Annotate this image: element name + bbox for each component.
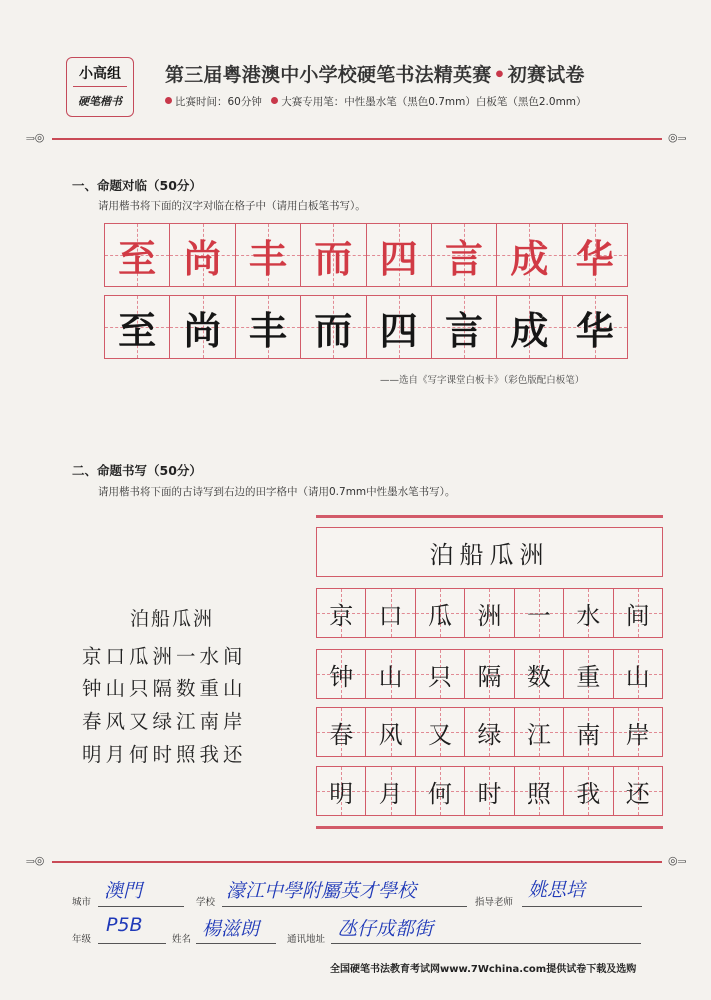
written-character: 言 [445, 307, 484, 353]
grade-value[interactable]: P5B [106, 914, 143, 936]
name-value[interactable]: 楊滋朗 [202, 918, 260, 940]
model-character-grid [104, 223, 628, 287]
section2-instruction: 请用楷书将下面的古诗写到右边的田字格中（请用0.7mm中性墨水笔书写）。 [98, 486, 456, 498]
bullet-icon [165, 97, 172, 104]
tian-grid-cell[interactable] [415, 650, 464, 698]
written-character: 至 [118, 307, 157, 353]
written-character: 明 [329, 779, 354, 808]
exam-title [165, 60, 585, 87]
school-label: 学校 [196, 897, 216, 908]
tian-grid-cell[interactable] [365, 708, 414, 756]
written-character: 南 [576, 720, 601, 749]
model-character: 丰 [248, 235, 287, 281]
poem-line: 春风又绿江南岸 [82, 710, 247, 733]
right-ornament-icon: ◎⥰ [668, 854, 687, 867]
written-character: 洲 [477, 601, 502, 630]
poem-writing-row [316, 649, 663, 699]
teacher-value[interactable]: 姚思培 [528, 879, 586, 901]
address-label: 通讯地址 [287, 934, 326, 945]
exam-title-sub: 初赛试卷 [507, 64, 585, 86]
school-value[interactable]: 濠江中學附屬英才學校 [226, 880, 417, 902]
written-character: 而 [314, 307, 353, 353]
written-character: 水 [576, 601, 601, 630]
tian-grid-cell[interactable] [613, 589, 662, 637]
written-title-box[interactable] [316, 527, 663, 577]
tian-grid-cell[interactable] [514, 708, 563, 756]
left-ornament-icon: ⥰◎ [26, 131, 45, 144]
written-character: 何 [428, 779, 453, 808]
tian-grid-cell[interactable] [431, 296, 496, 358]
name-label: 姓名 [172, 934, 192, 945]
tian-grid-cell[interactable] [613, 767, 662, 815]
tian-grid-cell[interactable] [169, 296, 234, 358]
address-value[interactable]: 氹仔成都街 [338, 918, 434, 940]
written-character: 数 [526, 662, 551, 691]
tian-grid-cell[interactable] [563, 767, 612, 815]
tian-grid-cell [300, 224, 365, 286]
address-line [331, 942, 641, 944]
name-line [196, 942, 276, 944]
tian-grid-cell[interactable] [317, 589, 365, 637]
written-character: 成 [510, 307, 549, 353]
written-character: 口 [378, 601, 403, 630]
tian-grid-cell [105, 224, 169, 286]
tian-grid-cell[interactable] [514, 767, 563, 815]
poem-writing-row [316, 588, 663, 638]
written-character: 间 [625, 601, 650, 630]
written-character: 丰 [248, 307, 287, 353]
section1-instruction: 请用楷书将下面的汉字对临在格子中（请用白板笔书写）。 [98, 200, 366, 212]
badge-category-label: 硬笔楷书 [78, 95, 122, 108]
exam-title-main: 第三届粤港澳中小学校硬笔书法精英赛 [165, 64, 492, 86]
tian-grid-cell [169, 224, 234, 286]
written-character: 时 [477, 779, 502, 808]
written-character: 钟 [329, 662, 354, 691]
tian-grid-cell [562, 224, 627, 286]
tian-grid-cell[interactable] [496, 296, 561, 358]
tian-grid-cell[interactable] [300, 296, 365, 358]
tian-grid-cell [366, 224, 431, 286]
model-character: 言 [445, 235, 484, 281]
school-line [222, 905, 467, 907]
poem-line: 钟山只隔数重山 [82, 677, 247, 700]
tian-grid-cell[interactable] [464, 589, 513, 637]
written-character: 尚 [183, 307, 222, 353]
written-character: 江 [526, 720, 551, 749]
written-character: 重 [576, 662, 601, 691]
tian-grid-cell[interactable] [563, 708, 612, 756]
top-divider [52, 138, 662, 140]
written-character: 只 [428, 662, 453, 691]
written-character: 华 [575, 307, 614, 353]
badge-divider [73, 86, 127, 87]
copy-writing-grid[interactable] [104, 295, 628, 359]
pen-info: 大赛专用笔：中性墨水笔（黑色0.7mm）白板笔（黑色2.0mm） [281, 96, 587, 108]
tian-grid-cell[interactable] [563, 589, 612, 637]
tian-grid-cell[interactable] [365, 589, 414, 637]
group-badge [66, 57, 134, 117]
tian-grid-cell[interactable] [613, 708, 662, 756]
section2-heading: 二、命题书写（50分） [72, 463, 202, 478]
tian-grid-cell[interactable] [514, 650, 563, 698]
tian-grid-cell[interactable] [613, 650, 662, 698]
written-character: 京 [329, 601, 354, 630]
tian-grid-cell[interactable] [317, 650, 365, 698]
written-character: 又 [428, 720, 453, 749]
model-character: 尚 [183, 235, 222, 281]
written-character: 山 [378, 662, 403, 691]
tian-grid-cell[interactable] [317, 767, 365, 815]
written-poem-title: 泊船瓜洲 [429, 540, 550, 569]
grade-label: 年级 [72, 934, 92, 945]
tian-grid-cell[interactable] [514, 589, 563, 637]
model-character: 而 [314, 235, 353, 281]
tian-grid-cell[interactable] [317, 708, 365, 756]
poem-writing-row [316, 707, 663, 757]
left-ornament-icon: ⥰◎ [26, 854, 45, 867]
tian-grid-cell[interactable] [464, 767, 513, 815]
tian-grid-cell[interactable] [235, 296, 300, 358]
model-character: 成 [510, 235, 549, 281]
grade-line [98, 942, 166, 944]
model-character: 四 [379, 235, 418, 281]
tian-grid-cell[interactable] [415, 589, 464, 637]
time-info: 比赛时间：60分钟 [175, 96, 262, 108]
panel-bottom-bar [316, 826, 663, 829]
written-character: 还 [625, 779, 650, 808]
written-character: 我 [576, 779, 601, 808]
written-character: 绿 [477, 720, 502, 749]
written-character: 月 [378, 779, 403, 808]
poem-line: 京口瓜洲一水间 [82, 645, 247, 668]
city-value[interactable]: 澳門 [104, 880, 143, 902]
written-character: 隔 [477, 662, 502, 691]
poem-writing-row [316, 766, 663, 816]
footer-note: 全国硬笔书法教育考试网www.7Wchina.com提供试卷下载及选购 [330, 964, 637, 975]
written-character: 春 [329, 720, 354, 749]
tian-grid-cell [431, 224, 496, 286]
city-line [98, 905, 184, 907]
poem-title: 泊船瓜洲 [130, 608, 215, 630]
section1-heading: 一、命题对临（50分） [72, 178, 202, 193]
tian-grid-cell[interactable] [464, 650, 513, 698]
exam-subtitle [165, 94, 587, 109]
written-character: 风 [378, 720, 403, 749]
tian-grid-cell[interactable] [365, 767, 414, 815]
written-character: 照 [526, 779, 551, 808]
tian-grid-cell[interactable] [105, 296, 169, 358]
city-label: 城市 [72, 897, 92, 908]
tian-grid-cell[interactable] [562, 296, 627, 358]
tian-grid-cell[interactable] [563, 650, 612, 698]
written-character: 山 [625, 662, 650, 691]
tian-grid-cell[interactable] [366, 296, 431, 358]
tian-grid-cell[interactable] [415, 708, 464, 756]
written-character: 岸 [625, 720, 650, 749]
tian-grid-cell [235, 224, 300, 286]
source-note: ——选自《写字课堂白板卡》（彩色版配白板笔） [380, 375, 585, 386]
tian-grid-cell[interactable] [415, 767, 464, 815]
right-ornament-icon: ◎⥰ [668, 131, 687, 144]
written-character: 瓜 [428, 601, 453, 630]
teacher-label: 指导老师 [475, 897, 514, 908]
bottom-divider [52, 861, 662, 863]
tian-grid-cell [496, 224, 561, 286]
model-character: 华 [575, 235, 614, 281]
tian-grid-cell[interactable] [365, 650, 414, 698]
poem-line: 明月何时照我还 [82, 743, 247, 766]
model-character: 至 [118, 235, 157, 281]
written-character: 四 [379, 307, 418, 353]
title-dot: • [493, 64, 506, 86]
teacher-line [522, 905, 642, 907]
written-character: 一 [526, 601, 551, 630]
bullet-icon [271, 97, 278, 104]
panel-top-bar [316, 515, 663, 518]
tian-grid-cell[interactable] [464, 708, 513, 756]
badge-group-label: 小高组 [79, 66, 121, 82]
